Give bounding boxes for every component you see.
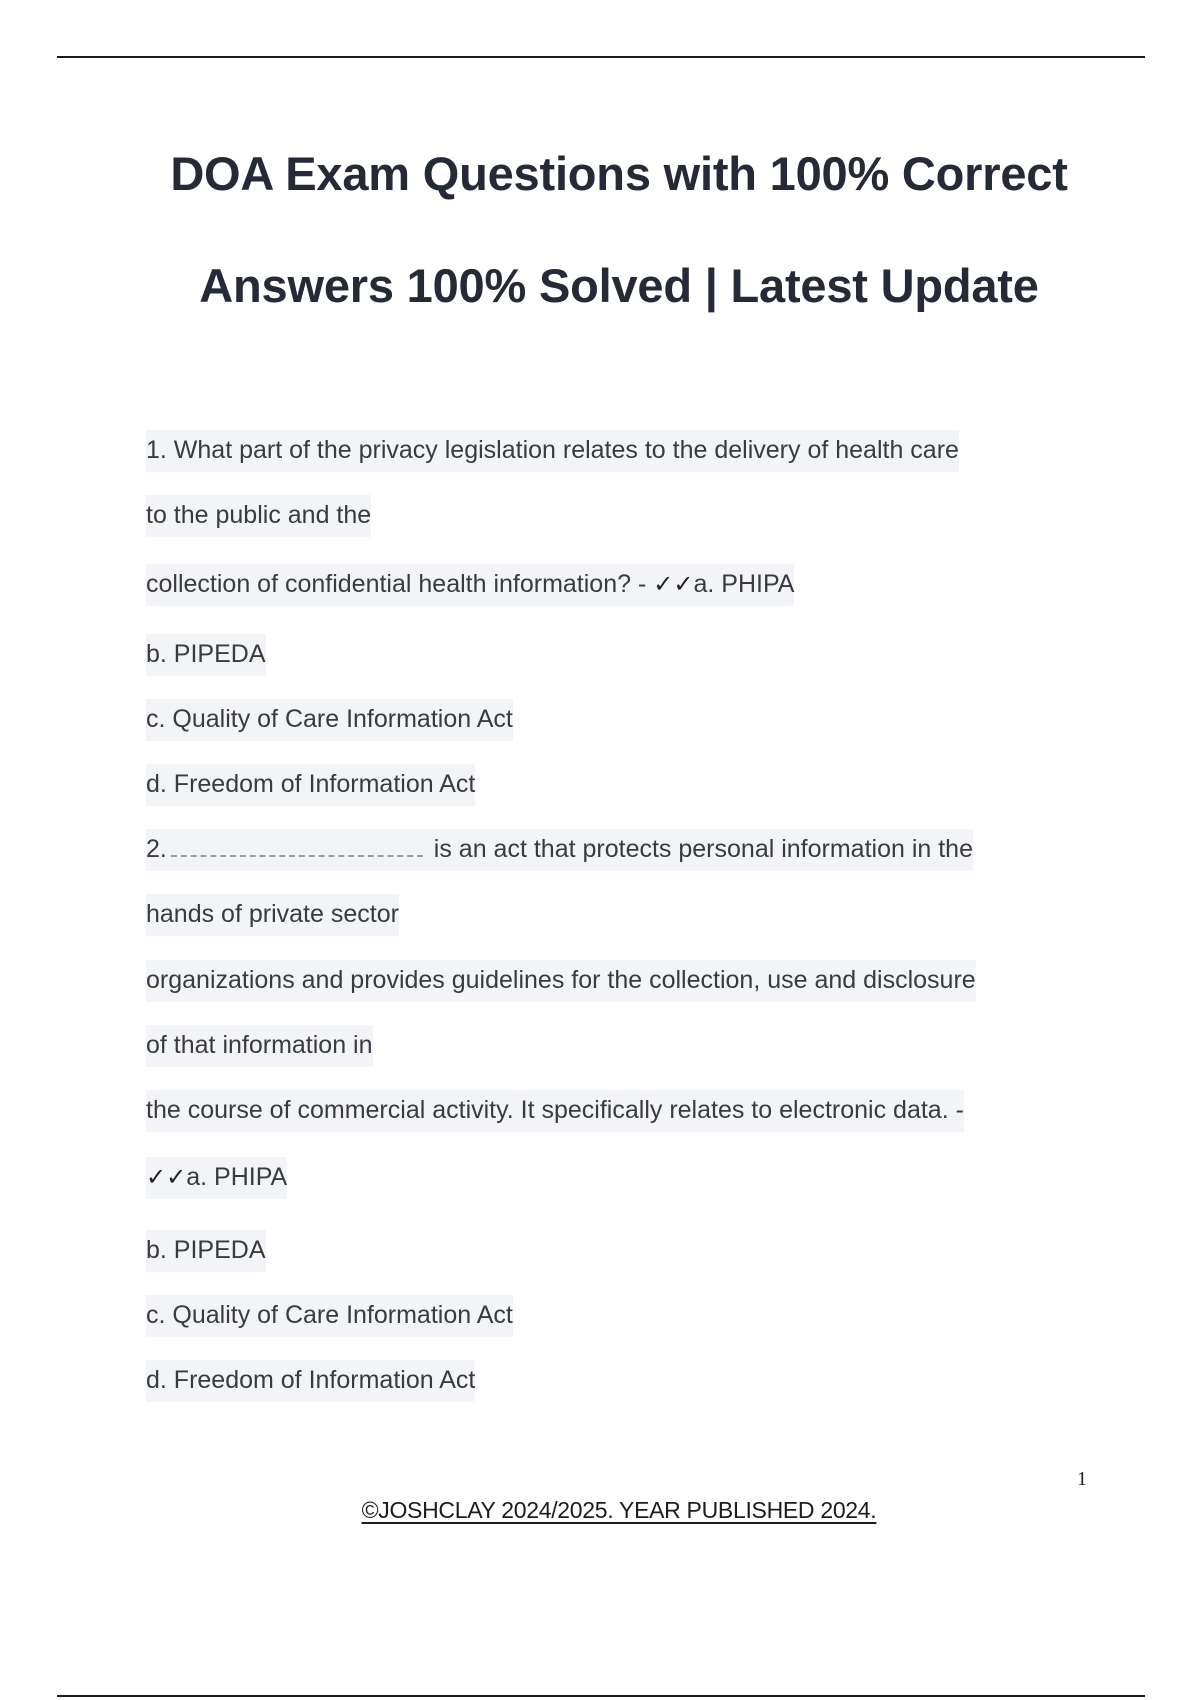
question-2-text-line-5: the course of commercial activity. It specifically relates to electronic data. - xyxy=(146,1098,964,1123)
question-1-text-line-2: to the public and the xyxy=(146,503,371,528)
check-mark-icon: ✓✓ xyxy=(653,570,694,598)
question-2-option-c: c. Quality of Care Information Act xyxy=(146,1303,513,1328)
question-1-option-c: c. Quality of Care Information Act xyxy=(146,707,513,732)
page-number: 1 xyxy=(1077,1468,1087,1490)
question-1-text-line-3: collection of confidential health information? - ✓✓a. PHIPA xyxy=(146,572,794,597)
question-2-option-b: b. PIPEDA xyxy=(146,1238,266,1263)
footer-rule xyxy=(57,1695,1145,1697)
question-2-answer: a. PHIPA xyxy=(186,1163,288,1191)
fill-in-blank xyxy=(171,837,423,857)
document-title-line-2: Answers 100% Solved | Latest Update xyxy=(199,259,1039,312)
check-mark-icon: ✓✓ xyxy=(146,1163,187,1191)
question-1-option-b: b. PIPEDA xyxy=(146,642,266,667)
question-2-text-line-4: of that information in xyxy=(146,1033,373,1058)
question-2-answer-line xyxy=(146,1165,287,1190)
header-rule xyxy=(57,56,1145,58)
question-1-answer: a. PHIPA xyxy=(693,570,795,598)
question-2-text-line-3: organizations and provides guidelines for the collection, use and disclosure xyxy=(146,968,976,993)
question-2-number: 2. xyxy=(146,835,167,863)
question-1-option-d: d. Freedom of Information Act xyxy=(146,772,475,797)
copyright-footer xyxy=(0,1497,1200,1524)
copyright-text: ©JOSHCLAY 2024/2025. YEAR PUBLISHED 2024. xyxy=(361,1497,877,1523)
question-2-text-line-1: 2. is an act that protects personal information in the xyxy=(146,837,973,862)
document-title-line-1: DOA Exam Questions with 100% Correct xyxy=(170,147,1068,200)
question-2-text-line-2: hands of private sector xyxy=(146,902,399,927)
question-2-option-d: d. Freedom of Information Act xyxy=(146,1368,475,1393)
question-1-text-line-1: 1. What part of the privacy legislation relates to the delivery of health care xyxy=(146,438,959,463)
